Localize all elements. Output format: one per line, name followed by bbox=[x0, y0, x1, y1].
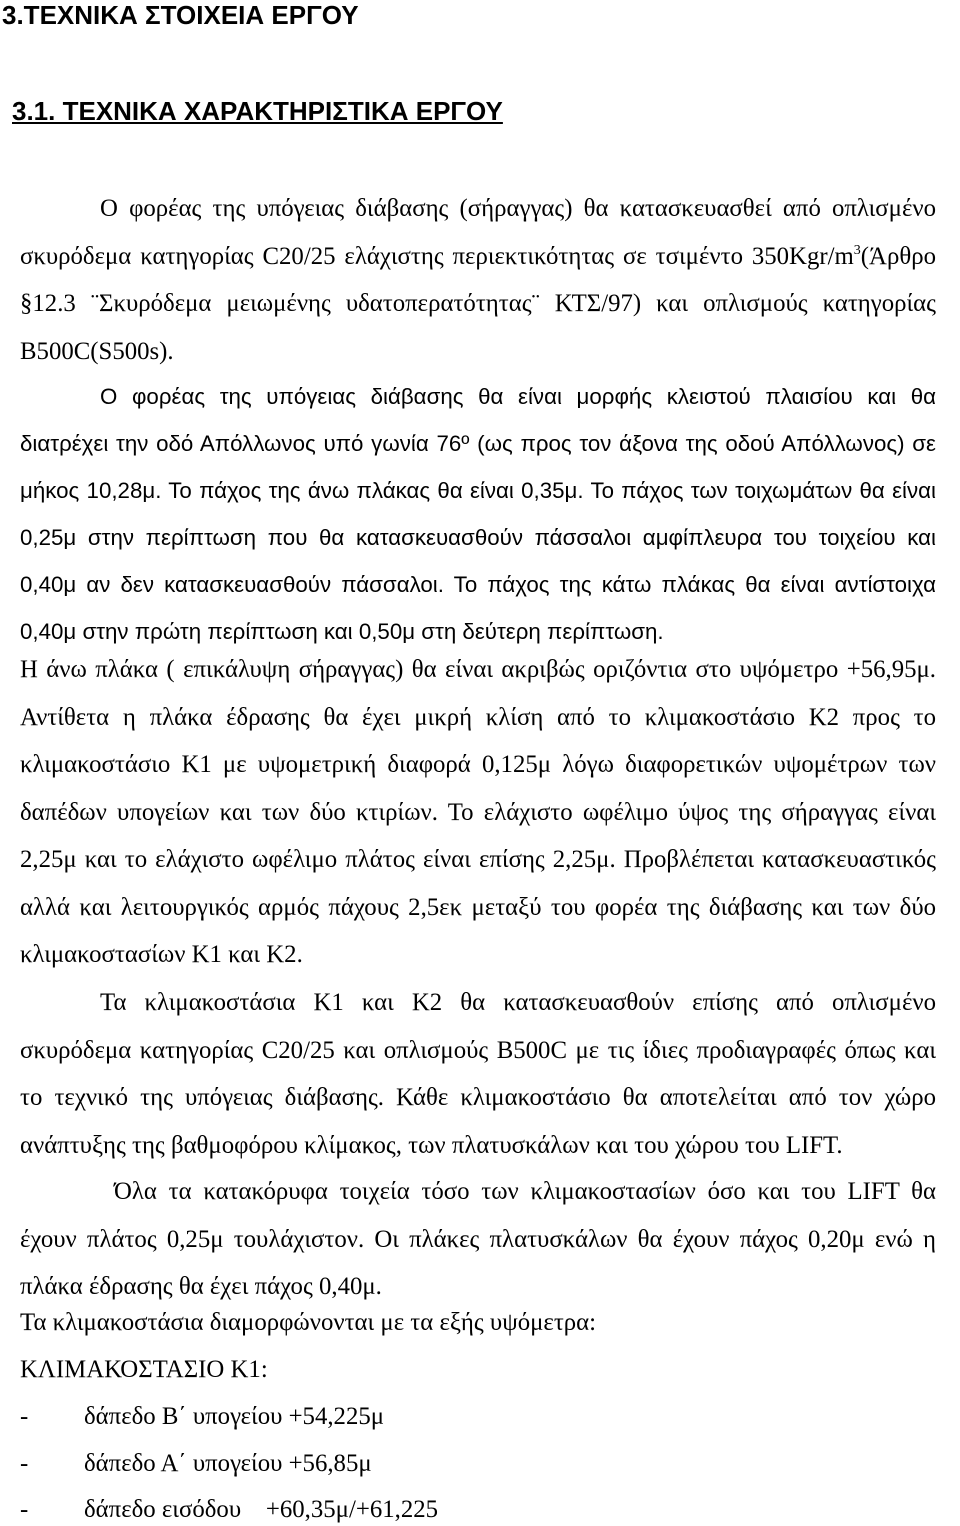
list-item-text: δάπεδο Α΄ υπογείου +56,85μ bbox=[84, 1450, 372, 1477]
list-dash: - bbox=[20, 1403, 29, 1430]
staircase-label: ΚΛΙΜΑΚΟΣΤΑΣΙΟ Κ1: bbox=[20, 1356, 268, 1383]
superscript-3: 3 bbox=[853, 242, 861, 258]
list-item bbox=[20, 1449, 372, 1479]
list-item-text: δάπεδο εισόδου +60,35μ/+61,225 bbox=[84, 1496, 439, 1523]
list-item bbox=[20, 1495, 438, 1525]
list-dash: - bbox=[20, 1496, 29, 1523]
paragraph-1 bbox=[20, 185, 936, 375]
section-heading: 3.ΤΕΧΝΙΚΑ ΣΤΟΙΧΕΙΑ ΕΡΓΟΥ bbox=[2, 0, 359, 30]
paragraph-2-serif: Η άνω πλάκα ( επικάλυψη σήραγγας) θα είναι ακριβώς οριζόντια στο υψόμετρο +56,95μ. Αντίθετα η πλάκα έδρασης θα έχει μικρή κλίση από το κλιμακοστάσιο Κ2 προς το κλιμακοστάσιο Κ1 με υψομετρική διαφορά 0,125μ λόγω διαφορετικών υψομέτρων των δαπέδων υπογείων και των δύο κτιρίων. Το ελάχιστο ωφέλιμο ύψος της σήραγγας είναι 2,25μ και το ελάχιστο ωφέλιμο πλάτος είναι επίσης 2,25μ. Προβλέπεται κατασκευαστικός αλλά και λειτουργικός αρμός πάχους 2,5εκ μεταξύ του φορέα της διάβασης και των δύο κλιμακοστασίων Κ1 και Κ2. bbox=[20, 656, 936, 968]
paragraph-1-text-a: Ο φορέας της υπόγειας διάβασης (σήραγγας) θα κατασκευασθεί από οπλισμένο σκυρόδεμα κατηγορίας C20/25 ελάχιστης περιεκτικότητας σε τσιμέντο 350Kgr/m bbox=[20, 195, 936, 270]
list-dash: - bbox=[20, 1450, 29, 1477]
subsection-heading bbox=[12, 96, 503, 126]
subsection-heading-text: 3.1. ΤΕΧΝΙΚΑ ΧΑΡΑΚΤΗΡΙΣΤΙΚΑ ΕΡΓΟΥ bbox=[12, 96, 503, 126]
list-item-text: δάπεδο Β΄ υπογείου +54,225μ bbox=[84, 1403, 385, 1430]
paragraph-1-text-b: (Άρθρο §12.3 ¨Σκυρόδεμα μειωμένης υδατοπερατότητας¨ ΚΤΣ/97) και οπλισμούς κατηγορίας B500C(S500s). bbox=[20, 242, 936, 365]
paragraph-2-sans: Ο φορέας της υπόγειας διάβασης θα είναι μορφής κλειστού πλαισίου και θα διατρέχει την οδό Απόλλωνος υπό γωνία 76º (ως προς τον άξονα της οδού Απόλλωνος) σε μήκος 10,28μ. Το πάχος της άνω πλάκας θα είναι 0,35μ. Το πάχος των τοιχωμάτων θα είναι 0,25μ στην περίπτωση που θα κατασκευασθούν πάσσαλοι αμφίπλευρα του τοιχείου και 0,40μ αν δεν κατασκευασθούν πάσσαλοι. Το πάχος της κάτω πλάκας θα είναι αντίστοιχα 0,40μ στην πρώτη περίπτωση και 0,50μ στη δεύτερη περίπτωση. bbox=[20, 384, 936, 644]
paragraph-3: Τα κλιμακοστάσια Κ1 και Κ2 θα κατασκευασθούν επίσης από οπλισμένο σκυρόδεμα κατηγορίας C20/25 και οπλισμούς B500C με τις ίδιες προδιαγραφές όπως και το τεχνικό της υπόγειας διάβασης. Κάθε κλιμακοστάσιο θα αποτελείται από τον χώρο ανάπτυξης της βαθμοφόρου κλίμακος, των πλατυσκάλων και του χώρου του LIFT. bbox=[20, 989, 936, 1159]
levels-intro: Τα κλιμακοστάσια διαμορφώνονται με τα εξής υψόμετρα: bbox=[20, 1309, 597, 1336]
paragraph-4: Όλα τα κατακόρυφα τοιχεία τόσο των κλιμακοστασίων όσο και του LIFT θα έχουν πλάτος 0,25μ τουλάχιστον. Οι πλάκες πλατυσκάλων θα έχουν πάχος 0,20μ ενώ η πλάκα έδρασης θα έχει πάχος 0,40μ. bbox=[20, 1178, 936, 1300]
list-item bbox=[20, 1402, 384, 1432]
